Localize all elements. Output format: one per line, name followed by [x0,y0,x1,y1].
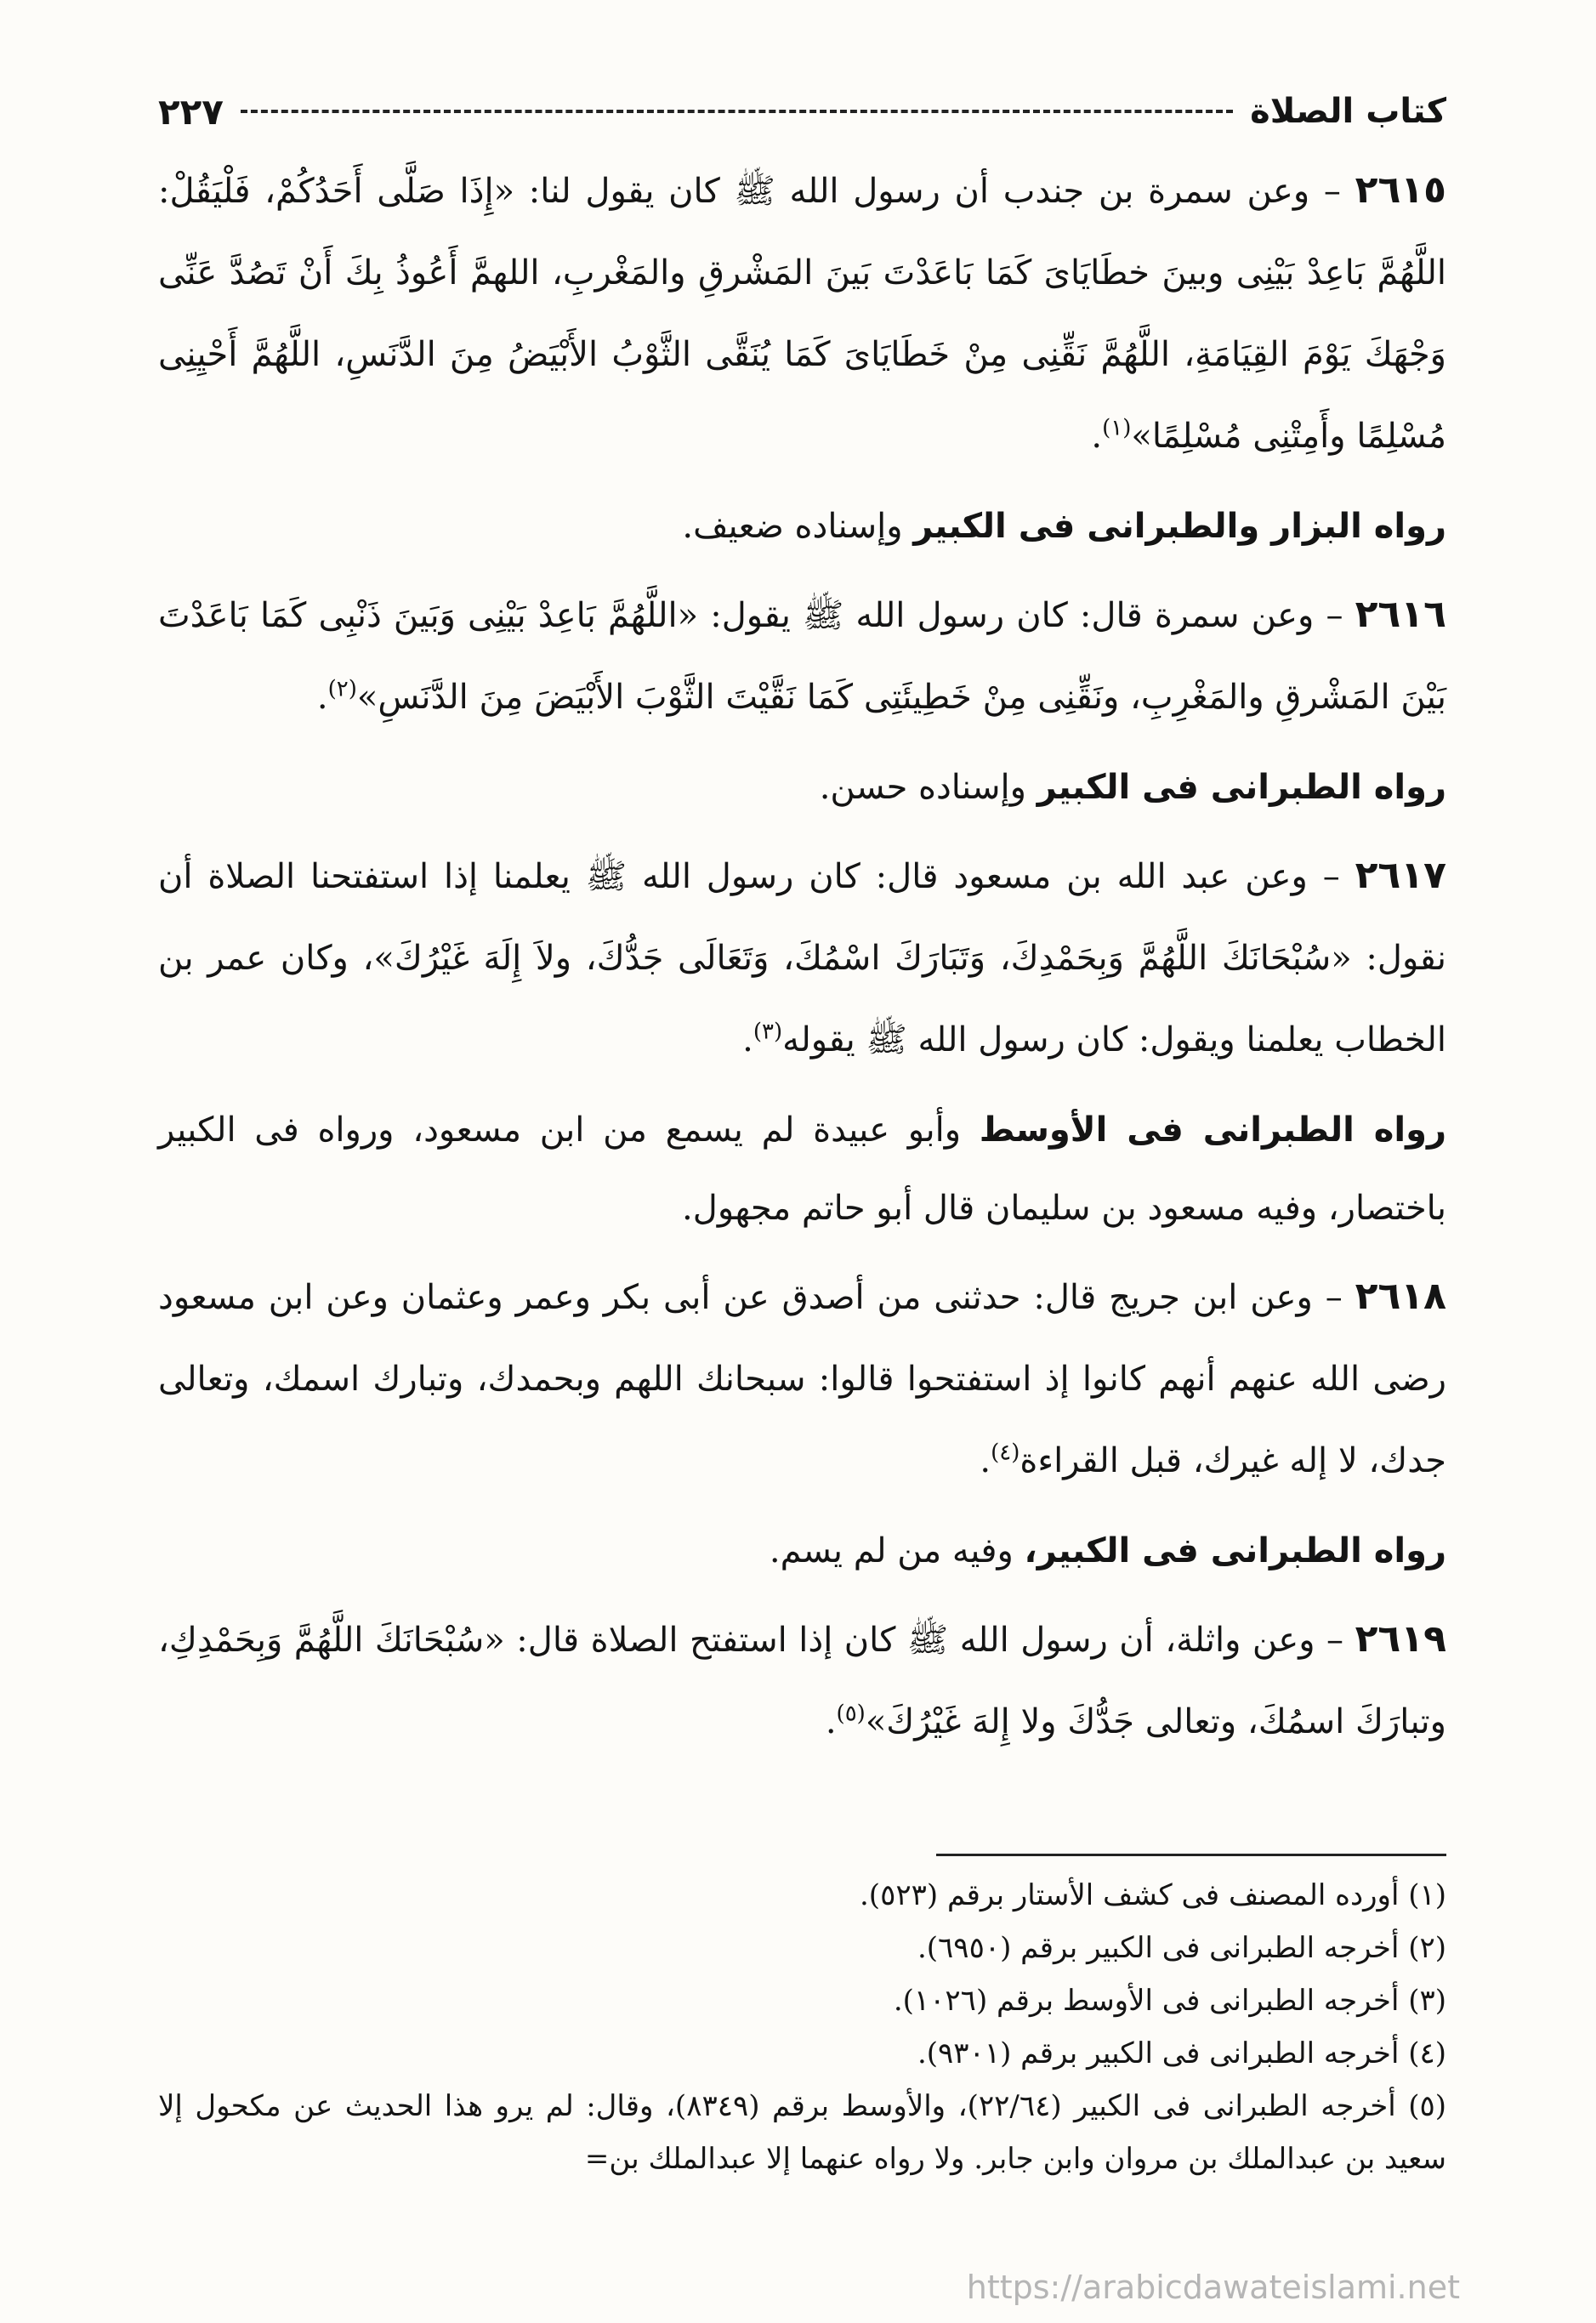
hadith-text: – وعن ابن جريج قال: حدثنى من أصدق عن أبى بكر وعمر وعثمان وعن ابن مسعود رضى الله عنهم أنهم كانوا إذ استفتحوا قالوا: سبحانك اللهم وبحمدك، وتبارك اسمك، وتعالى جدك، لا إله غيرك، قبل القراءة [158,1278,1446,1480]
hadith-source [158,1091,1446,1247]
page [158,82,1446,1763]
hadith-text: – وعن سمرة قال: كان رسول الله ﷺ يقول: «اللَّهُمَّ بَاعِدْ بَيْنِى وَبَينَ ذَنْبِى كَمَا بَاعَدْتَ بَيْنَ المَشْرقِ والمَغْرِبِ، ونَقِّنِى مِنْ خَطِيئَتِى كَمَا نَقَّيْتَ الثَّوْبَ الأَبْيَضَ مِنَ الدَّنَسِ» [158,596,1446,717]
header-dashed-rule [241,110,1233,113]
hadith-paragraph: ٢٦١٨ – وعن ابن جريج قال: حدثنى من أصدق عن أبى بكر وعمر وعثمان وعن ابن مسعود رضى الله عنهم أنهم كانوا إذ استفتحوا قالوا: سبحانك اللهم وبحمدك، وتبارك اسمك، وتعالى جدك، لا إله غيرك، قبل القراءة$^{(٤)}$. [158,1275,1447,1480]
hadith-source [158,1512,1446,1590]
footnote: (١) أورده المصنف فى كشف الأستار برقم (٥٢٣). [860,1878,1446,1912]
footnote-ref: (١) [1102,415,1132,441]
source-grade: وفيه من لم يسم. [769,1531,1014,1570]
hadith-paragraph: ٢٦١٩ – وعن واثلة، أن رسول الله ﷺ كان إذا استفتح الصلاة قال: «سُبْحَانَكَ اللَّهُمَّ وَبِحَمْدِكِ، وتبارَكَ اسمُكَ، وتعالى جَدُّكَ ولا إِلهَ غَيْرُكَ»$^{(٥)}$. [158,1617,1446,1741]
source-bold: رواه الطبرانى فى الأوسط [979,1110,1447,1150]
book-title: كتاب الصلاة [1250,92,1446,131]
footnote: (٢) أخرجه الطبرانى فى الكبير برقم (٦٩٥٠). [917,1931,1446,1965]
footnote-ref: (٤) [991,1440,1020,1466]
running-header [158,82,1446,141]
hadith-number: ٢٦١٧ [1355,854,1446,897]
footnotes [158,1869,1446,2185]
source-bold: رواه الطبرانى فى الكبير، [1024,1531,1446,1570]
watermark-url: https://arabicdawateislami.net [966,2269,1460,2306]
hadith-number: ٢٦١٦ [1355,593,1446,636]
hadith-paragraph: ٢٦١٧ – وعن عبد الله بن مسعود قال: كان رسول الله ﷺ يعلمنا إذا استفتحنا الصلاة أن نقول: «سُبْحَانَكَ اللَّهُمَّ وَبِحَمْدِكَ، وَتَبَارَكَ اسْمُكَ، وَتَعَالَى جَدُّكَ، ولاَ إِلَهَ غَيْرُكَ»، وكان عمر بن الخطاب يعلمنا ويقول: كان رسول الله ﷺ يقوله$^{(٣)}$. [158,854,1446,1059]
hadith-source [158,487,1446,565]
source-bold: رواه الطبرانى فى الكبير [1037,768,1446,807]
footnote-ref: (٥) [836,1701,866,1727]
hadith-number: ٢٦١٨ [1355,1275,1447,1318]
footnote-ref: (٣) [753,1019,783,1045]
footnote: (٤) أخرجه الطبرانى فى الكبير برقم (٩٣٠١). [917,2036,1446,2070]
source-grade: وإسناده حسن. [819,768,1026,807]
footnote: (٣) أخرجه الطبرانى فى الأوسط برقم (١٠٢٦). [893,1984,1446,2018]
hadith-number: ٢٦١٩ [1355,1617,1446,1661]
hadith-paragraph: ٢٦١٦ – وعن سمرة قال: كان رسول الله ﷺ يقول: «اللَّهُمَّ بَاعِدْ بَيْنِى وَبَينَ ذَنْبِى كَمَا بَاعَدْتَ بَيْنَ المَشْرقِ والمَغْرِبِ، ونَقِّنِى مِنْ خَطِيئَتِى كَمَا نَقَّيْتَ الثَّوْبَ الأَبْيَضَ مِنَ الدَّنَسِ»$^{(٢)}$. [158,593,1446,717]
hadith-number: ٢٦١٥ [1355,168,1447,212]
page-number: ٢٢٧ [158,90,224,133]
hadith-text: – وعن عبد الله بن مسعود قال: كان رسول الله ﷺ يعلمنا إذا استفتحنا الصلاة أن نقول: «سُبْحَانَكَ اللَّهُمَّ وَبِحَمْدِكَ، وَتَبَارَكَ اسْمُكَ، وَتَعَالَى جَدُّكَ، ولاَ إِلَهَ غَيْرُكَ»، وكان عمر بن الخطاب يعلمنا ويقول: كان رسول الله ﷺ يقوله [158,857,1446,1059]
footnote-ref: (٢) [327,676,357,702]
source-grade: وإسناده ضعيف. [682,507,903,546]
footnote: (٥) أخرجه الطبرانى فى الكبير (٢٢/٦٤)، والأوسط برقم (٨٣٤٩)، وقال: لم يرو هذا الحديث عن مكحول إلا سعيد بن عبدالملك بن مروان وابن جابر. ولا رواه عنهما إلا عبدالملك بن= [158,2089,1446,2176]
source-grade: وأبو عبيدة لم يسمع من ابن مسعود، ورواه فى الكبير باختصار، وفيه مسعود بن سليمان قال أبو حاتم مجهول. [158,1110,1446,1228]
footnote-separator [936,1854,1446,1856]
source-bold: رواه البزار والطبرانى فى الكبير [913,507,1446,546]
hadith-source [158,748,1446,826]
hadith-paragraph: ٢٦١٥ – وعن سمرة بن جندب أن رسول الله ﷺ كان يقول لنا: «إِذَا صَلَّى أَحَدُكُمْ، فَلْيَقُلْ: اللَّهُمَّ بَاعِدْ بَيْنِى وبينَ خطَايَاىَ كَمَا بَاعَدْتَ بَينَ المَشْرقِ والمَغْربِ، اللهمَّ أَعُوذُ بِكَ أَنْ تَصُدَّ عَنِّى وَجْهَكَ يَوْمَ القِيَامَةِ، اللَّهُمَّ نَقِّنِى مِنْ خَطَايَاىَ كَمَا يُنَقَّى الثَّوْبُ الأَبْيَضُ مِنَ الدَّنَسِ، اللَّهُمَّ أَحْيِنِى مُسْلِمًا وأَمِتْنِى مُسْلِمًا»$^{(١)}$. [158,168,1447,456]
hadith-text: – وعن سمرة بن جندب أن رسول الله ﷺ كان يقول لنا: «إِذَا صَلَّى أَحَدُكُمْ، فَلْيَقُلْ: اللَّهُمَّ بَاعِدْ بَيْنِى وبينَ خطَايَاىَ كَمَا بَاعَدْتَ بَينَ المَشْرقِ والمَغْربِ، اللهمَّ أَعُوذُ بِكَ أَنْ تَصُدَّ عَنِّى وَجْهَكَ يَوْمَ القِيَامَةِ، اللَّهُمَّ نَقِّنِى مِنْ خَطَايَاىَ كَمَا يُنَقَّى الثَّوْبُ الأَبْيَضُ مِنَ الدَّنَسِ، اللَّهُمَّ أَحْيِنِى مُسْلِمًا وأَمِتْنِى مُسْلِمًا» [158,172,1446,456]
hadith-text: – وعن واثلة، أن رسول الله ﷺ كان إذا استفتح الصلاة قال: «سُبْحَانَكَ اللَّهُمَّ وَبِحَمْدِكِ، وتبارَكَ اسمُكَ، وتعالى جَدُّكَ ولا إِلهَ غَيْرُكَ» [158,1621,1446,1741]
